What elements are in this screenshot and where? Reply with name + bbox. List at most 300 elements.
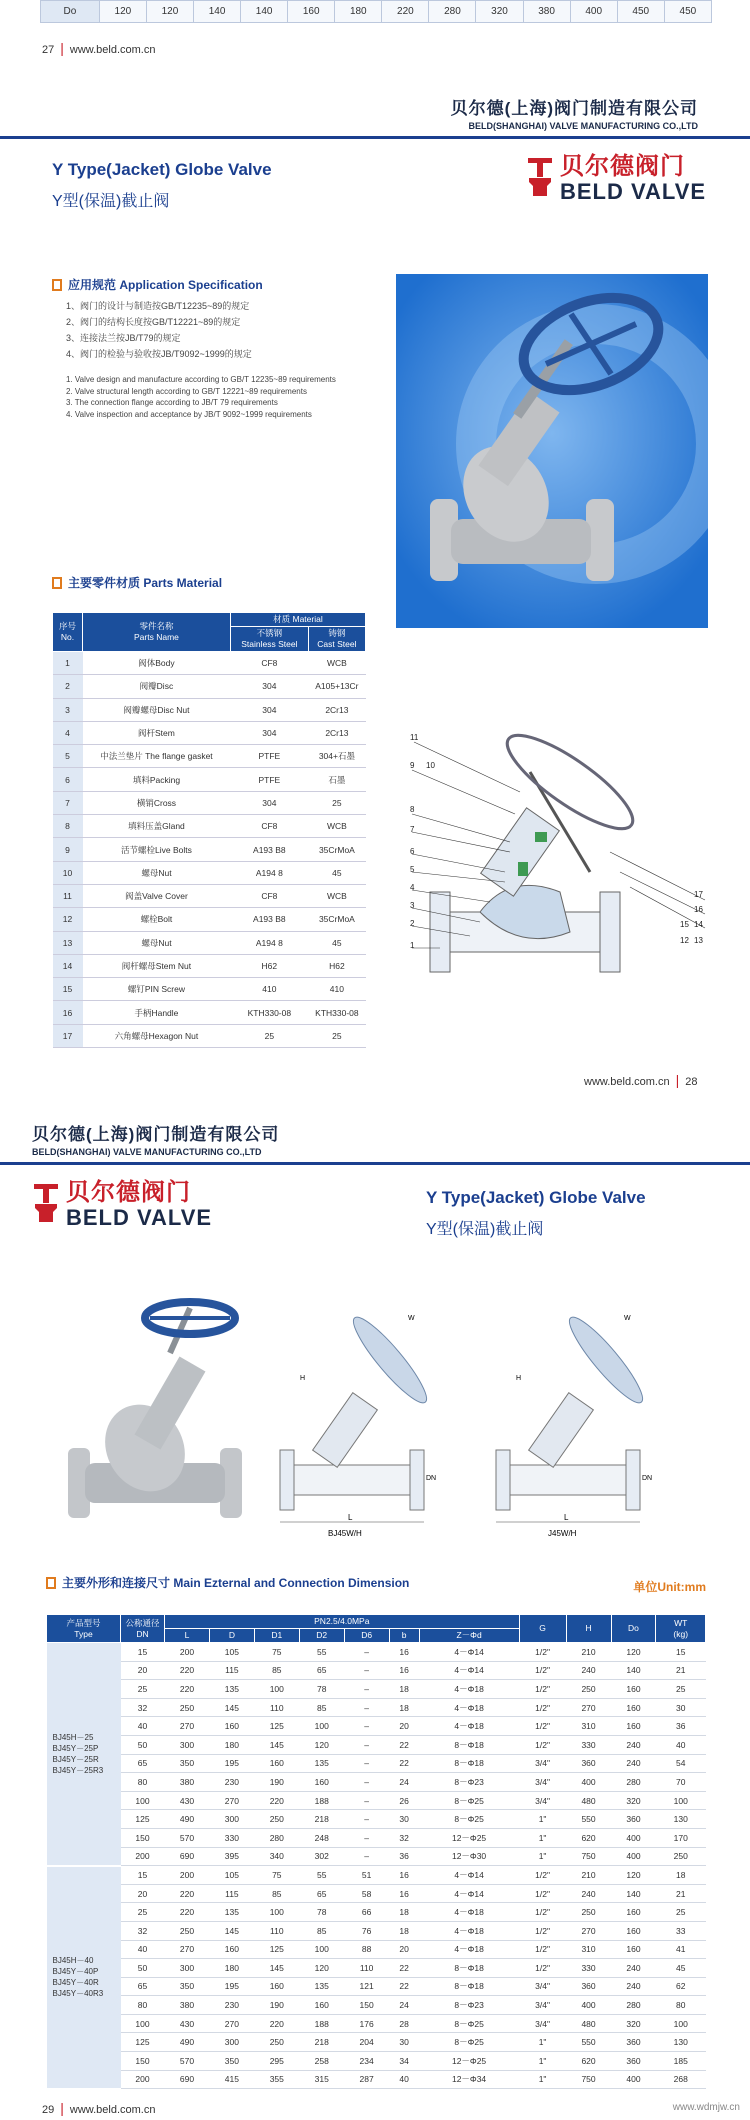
dims-cell: 120 — [299, 1959, 344, 1978]
dims-cell: 32 — [389, 1828, 419, 1847]
dims-cell: 380 — [165, 1773, 210, 1792]
dims-cell: 160 — [209, 1717, 254, 1736]
dims-cell: 145 — [254, 1959, 299, 1978]
dims-cell: 85 — [299, 1698, 344, 1717]
dims-cell: 360 — [611, 2033, 656, 2052]
dims-row — [47, 2052, 706, 2071]
dim-h: H — [516, 1375, 522, 1382]
dims-cell: 80 — [121, 1773, 165, 1792]
dims-cell: 20 — [121, 1661, 165, 1680]
parts-cell: 石墨 — [308, 768, 365, 791]
dims-cell: 340 — [254, 1847, 299, 1866]
dims-cell: 20 — [389, 1717, 419, 1736]
product-photo-2 — [60, 1298, 260, 1538]
dims-cell: – — [344, 1810, 389, 1829]
dims-row — [47, 1940, 706, 1959]
valve-logo-icon — [526, 156, 554, 202]
parts-cell: 中法兰垫片 The flange gasket — [83, 745, 231, 768]
dims-cell: 40 — [656, 1735, 706, 1754]
dims-cell: 320 — [611, 1791, 656, 1810]
dims-cell: 22 — [389, 1959, 419, 1978]
company-header-2 — [32, 1120, 279, 1157]
dims-cell: 258 — [299, 2052, 344, 2071]
dims-cell: 85 — [299, 1921, 344, 1940]
callout-5: 5 — [410, 865, 415, 874]
dims-cell: 204 — [344, 2033, 389, 2052]
callout-14: 14 — [694, 920, 703, 929]
dims-cell: 200 — [121, 2070, 165, 2089]
dims-cell: 250 — [656, 1847, 706, 1866]
dims-cell: 1" — [519, 1828, 566, 1847]
parts-cell: WCB — [308, 815, 365, 838]
dims-cell: 270 — [209, 1791, 254, 1810]
dims-cell: 120 — [611, 1643, 656, 1662]
dims-cell: 220 — [165, 1680, 210, 1699]
watermark: www.wdmjw.cn — [672, 2102, 740, 2113]
dims-cell: 230 — [209, 1773, 254, 1792]
dims-cell: 180 — [209, 1735, 254, 1754]
parts-cell: A193 B8 — [230, 838, 308, 861]
dims-cell: 22 — [389, 1977, 419, 1996]
dims-cell: 750 — [566, 2070, 611, 2089]
dims-cell: 100 — [299, 1940, 344, 1959]
dims-cell: 550 — [566, 1810, 611, 1829]
footer-url: www.beld.com.cn — [584, 1076, 670, 1088]
dims-cell: 3/4" — [519, 1791, 566, 1810]
dims-cell: 8－Φ18 — [419, 1735, 519, 1754]
dims-cell: 200 — [165, 1866, 210, 1885]
dims-row — [47, 1754, 706, 1773]
dims-cell: 40 — [389, 2070, 419, 2089]
parts-cell: 35CrMoA — [308, 838, 365, 861]
dims-cell: 4－Φ14 — [419, 1884, 519, 1903]
dims-row — [47, 1903, 706, 1922]
dims-cell: 1" — [519, 2052, 566, 2071]
dims-cell: 80 — [121, 1996, 165, 2015]
dims-cell: 220 — [254, 2014, 299, 2033]
dims-cell: 250 — [254, 1810, 299, 1829]
callout-16: 16 — [694, 905, 703, 914]
dims-cell: 240 — [611, 1735, 656, 1754]
dims-cell: 140 — [611, 1661, 656, 1680]
dims-row — [47, 1866, 706, 1885]
parts-cell: CF8 — [230, 652, 308, 675]
dims-cell: 415 — [209, 2070, 254, 2089]
dims-cell: 24 — [389, 1996, 419, 2015]
dims-cell: 110 — [254, 1921, 299, 1940]
company-name-cn: 贝尔德(上海)阀门制造有限公司 — [450, 99, 698, 118]
dims-cell: 110 — [344, 1959, 389, 1978]
dims-cell: 287 — [344, 2070, 389, 2089]
parts-cell: H62 — [230, 954, 308, 977]
dims-cell: 15 — [656, 1643, 706, 1662]
spec-section-title: 应用规范 Application Specification — [52, 276, 263, 293]
parts-cell: 25 — [308, 1024, 365, 1047]
parts-row — [53, 1001, 366, 1024]
dims-cell: 51 — [344, 1866, 389, 1885]
callout-7: 7 — [410, 825, 415, 834]
dims-cell: 28 — [389, 2014, 419, 2033]
dims-cell: 210 — [566, 1866, 611, 1885]
dims-cell: 280 — [611, 1996, 656, 2015]
dims-cell: 750 — [566, 1847, 611, 1866]
parts-cell: 螺母Nut — [83, 931, 231, 954]
dims-row — [47, 1643, 706, 1662]
col-g: G — [519, 1615, 566, 1643]
dims-cell: 34 — [389, 2052, 419, 2071]
page-number: 29 — [42, 2104, 55, 2116]
callout-8: 8 — [410, 805, 415, 814]
dims-cell: 230 — [209, 1996, 254, 2015]
dims-cell: 25 — [121, 1680, 165, 1699]
parts-row — [53, 908, 366, 931]
parts-cell: H62 — [308, 954, 365, 977]
parts-cell: 35CrMoA — [308, 908, 365, 931]
dims-cell: 130 — [656, 2033, 706, 2052]
dims-cell: 160 — [611, 1680, 656, 1699]
dims-cell: 36 — [656, 1717, 706, 1736]
dims-cell: 188 — [299, 2014, 344, 2033]
dims-cell: 395 — [209, 1847, 254, 1866]
dims-cell: 170 — [656, 1828, 706, 1847]
dims-cell: 1/2" — [519, 1661, 566, 1680]
parts-cell: PTFE — [230, 745, 308, 768]
dims-cell: 125 — [121, 1810, 165, 1829]
dims-cell: 185 — [656, 2052, 706, 2071]
dims-cell: 490 — [165, 2033, 210, 2052]
parts-cell: 1 — [53, 652, 83, 675]
dims-cell: 1" — [519, 1847, 566, 1866]
dims-cell: 65 — [299, 1661, 344, 1680]
drawing-label-2: J45W/H — [548, 1529, 577, 1538]
dims-cell: 100 — [121, 1791, 165, 1810]
dims-cell: 1" — [519, 2033, 566, 2052]
dims-cell: 160 — [611, 1903, 656, 1922]
dims-cell: 110 — [254, 1698, 299, 1717]
dims-cell: 220 — [165, 1661, 210, 1680]
parts-cell: A194 8 — [230, 861, 308, 884]
callout-3: 3 — [410, 901, 415, 910]
dims-cell: 400 — [611, 1847, 656, 1866]
dims-cell: 150 — [344, 1996, 389, 2015]
dims-cell: 315 — [299, 2070, 344, 2089]
dims-cell: – — [344, 1754, 389, 1773]
dims-row — [47, 1847, 706, 1866]
dims-cell: 58 — [344, 1884, 389, 1903]
dims-cell: 1/2" — [519, 1643, 566, 1662]
header-rule — [0, 136, 750, 139]
dims-cell: 8－Φ18 — [419, 1754, 519, 1773]
parts-cell: 304 — [230, 675, 308, 698]
dim-h: H — [300, 1375, 306, 1382]
valve-section-diagram — [410, 722, 710, 992]
dims-cell: 8－Φ25 — [419, 2033, 519, 2052]
dims-cell: 70 — [656, 1773, 706, 1792]
company-name-en: BELD(SHANGHAI) VALVE MANUFACTURING CO.,LTD — [468, 121, 698, 131]
dims-cell: 36 — [389, 1847, 419, 1866]
parts-cell: 304+石墨 — [308, 745, 365, 768]
parts-cell: 410 — [308, 978, 365, 1001]
parts-cell: 阀杆螺母Stem Nut — [83, 954, 231, 977]
dims-row — [47, 1996, 706, 2015]
parts-cell: 25 — [308, 791, 365, 814]
dims-cell: 16 — [389, 1866, 419, 1885]
dims-cell: 30 — [389, 2033, 419, 2052]
parts-cell: KTH330-08 — [230, 1001, 308, 1024]
drawing-bj45 — [270, 1300, 445, 1540]
dims-cell: 240 — [566, 1661, 611, 1680]
col-material: 材质 Material — [230, 613, 365, 627]
parts-cell: 螺钉PIN Screw — [83, 978, 231, 1001]
dims-cell: 40 — [121, 1717, 165, 1736]
dims-cell: 100 — [121, 2014, 165, 2033]
product-title-cn-2: Y型(保温)截止阀 — [426, 1221, 544, 1238]
dims-cell: 3/4" — [519, 1996, 566, 2015]
parts-cell: 304 — [230, 698, 308, 721]
dims-cell: 8－Φ23 — [419, 1996, 519, 2015]
dims-cell: 80 — [656, 1996, 706, 2015]
dims-cell: – — [344, 1698, 389, 1717]
dims-cell: 320 — [611, 2014, 656, 2033]
dims-cell: 180 — [209, 1959, 254, 1978]
parts-cell: 304 — [230, 791, 308, 814]
dims-cell: 360 — [566, 1977, 611, 1996]
dims-cell: 76 — [344, 1921, 389, 1940]
dims-cell: 360 — [611, 2052, 656, 2071]
dims-cell: 115 — [209, 1884, 254, 1903]
drawing-j45 — [486, 1300, 661, 1540]
dims-cell: 550 — [566, 2033, 611, 2052]
dims-cell: 150 — [121, 2052, 165, 2071]
dims-cell: 220 — [165, 1903, 210, 1922]
parts-row — [53, 931, 366, 954]
parts-cell: 5 — [53, 745, 83, 768]
dims-cell: 120 — [611, 1866, 656, 1885]
dims-cell: 41 — [656, 1940, 706, 1959]
dims-cell: 160 — [611, 1698, 656, 1717]
parts-cell: 阀瓣螺母Disc Nut — [83, 698, 231, 721]
dims-cell: 220 — [165, 1884, 210, 1903]
col-no: 序号 No. — [53, 613, 83, 652]
dims-cell: 18 — [389, 1921, 419, 1940]
dims-cell: 400 — [566, 1996, 611, 2015]
dims-cell: 8－Φ25 — [419, 1791, 519, 1810]
dims-cell: 30 — [656, 1698, 706, 1717]
dims-row — [47, 2070, 706, 2089]
parts-cell: 25 — [230, 1024, 308, 1047]
dims-cell: 100 — [656, 1791, 706, 1810]
parts-cell: 14 — [53, 954, 83, 977]
dims-cell: 280 — [254, 1828, 299, 1847]
strip-cell: 450 — [664, 1, 711, 23]
dims-cell: 16 — [389, 1643, 419, 1662]
parts-cell: 13 — [53, 931, 83, 954]
dims-cell: 66 — [344, 1903, 389, 1922]
dims-cell: 270 — [566, 1921, 611, 1940]
parts-cell: 7 — [53, 791, 83, 814]
dims-cell: 1" — [519, 2070, 566, 2089]
parts-row — [53, 768, 366, 791]
dims-cell: 1" — [519, 1810, 566, 1829]
dims-cell: 8－Φ18 — [419, 1959, 519, 1978]
dims-cell: – — [344, 1717, 389, 1736]
spec-list-en: 1. Valve design and manufacture according to GB/T 12235~89 requirements 2. Valve structural length according to GB/T 12221~89 requirements 3. The connection flange according to JB/T 79 requirements 4. Valve inspection and acceptance by JB/T 9092~1999 requirements — [66, 375, 336, 419]
strip-cell: 380 — [523, 1, 570, 23]
callout-12: 12 — [680, 936, 689, 945]
dims-cell: 3/4" — [519, 1773, 566, 1792]
parts-row — [53, 698, 366, 721]
callout-1: 1 — [410, 941, 415, 950]
dims-cell: 310 — [566, 1940, 611, 1959]
dims-cell: 8－Φ23 — [419, 1773, 519, 1792]
callout-4: 4 — [410, 883, 415, 892]
dims-cell: 480 — [566, 2014, 611, 2033]
dims-cell: 25 — [656, 1903, 706, 1922]
dims-cell: 300 — [209, 1810, 254, 1829]
callout-6: 6 — [410, 847, 415, 856]
strip-cell: 450 — [617, 1, 664, 23]
dims-cell: 50 — [121, 1959, 165, 1978]
strip-cell: 160 — [288, 1, 335, 23]
dims-cell: 145 — [254, 1735, 299, 1754]
dims-cell: 54 — [656, 1754, 706, 1773]
dims-cell: 62 — [656, 1977, 706, 1996]
parts-cell: CF8 — [230, 815, 308, 838]
parts-cell: 17 — [53, 1024, 83, 1047]
parts-cell: 410 — [230, 978, 308, 1001]
col-wt: WT (kg) — [656, 1615, 706, 1643]
page-number: 28 — [685, 1076, 698, 1088]
dims-cell: – — [344, 1680, 389, 1699]
dims-cell: 160 — [254, 1977, 299, 1996]
col-stainless: 不锈钢 Stainless Steel — [230, 627, 308, 652]
dims-cell: 18 — [656, 1866, 706, 1885]
dims-cell: 22 — [389, 1754, 419, 1773]
dims-cell: 15 — [121, 1866, 165, 1885]
valve-logo-icon — [32, 1182, 60, 1228]
company-name-cn: 贝尔德(上海)阀门制造有限公司 — [32, 1125, 280, 1144]
top-dimension-strip — [40, 0, 712, 23]
col-dn: 公称通径 DN — [121, 1615, 165, 1643]
dims-row — [47, 1661, 706, 1680]
parts-cell: 螺栓Bolt — [83, 908, 231, 931]
parts-cell: 2Cr13 — [308, 698, 365, 721]
brand-logo — [526, 154, 706, 204]
dims-cell: 350 — [165, 1754, 210, 1773]
dims-cell: 250 — [254, 2033, 299, 2052]
dims-cell: 18 — [389, 1698, 419, 1717]
dims-cell: 160 — [611, 1940, 656, 1959]
dims-cell: 88 — [344, 1940, 389, 1959]
col-cast: 铸钢 Cast Steel — [308, 627, 365, 652]
strip-label: Do — [41, 1, 100, 23]
parts-cell: 填料Packing — [83, 768, 231, 791]
callout-2: 2 — [410, 919, 415, 928]
strip-cell: 400 — [570, 1, 617, 23]
dims-cell: 150 — [121, 1828, 165, 1847]
dims-cell: 302 — [299, 1847, 344, 1866]
dims-cell: 22 — [389, 1735, 419, 1754]
parts-row — [53, 721, 366, 744]
dims-cell: 160 — [254, 1754, 299, 1773]
dims-row — [47, 1959, 706, 1978]
dims-cell: 270 — [165, 1940, 210, 1959]
dims-cell: 330 — [566, 1959, 611, 1978]
dims-cell: 18 — [389, 1903, 419, 1922]
dims-cell: 160 — [299, 1773, 344, 1792]
dims-cell: 1/2" — [519, 1717, 566, 1736]
dims-cell: 75 — [254, 1643, 299, 1662]
parts-row — [53, 815, 366, 838]
dims-cell: 16 — [389, 1884, 419, 1903]
page-28-footer: www.beld.com.cn | 28 — [584, 1072, 698, 1088]
parts-cell: 4 — [53, 721, 83, 744]
footer-url: www.beld.com.cn — [69, 2104, 156, 2116]
parts-cell: 12 — [53, 908, 83, 931]
dims-cell: 105 — [209, 1866, 254, 1885]
product-title-cn: Y型(保温)截止阀 — [52, 193, 170, 210]
dims-cell: 195 — [209, 1754, 254, 1773]
brand-en: BELD VALVE — [560, 179, 707, 204]
dims-cell: 250 — [165, 1698, 210, 1717]
dims-cell: 1/2" — [519, 1940, 566, 1959]
dims-cell: 220 — [254, 1791, 299, 1810]
dims-cell: 300 — [165, 1735, 210, 1754]
dims-cell: 350 — [165, 1977, 210, 1996]
dims-row — [47, 1698, 706, 1717]
page-29-footer: 29 | www.beld.com.cn — [42, 2100, 156, 2116]
dims-cell: 4－Φ18 — [419, 1698, 519, 1717]
col-type: 产品型号 Type — [47, 1615, 121, 1643]
callout-10: 10 — [426, 761, 435, 770]
dims-cell: 1/2" — [519, 1680, 566, 1699]
parts-section-title: 主要零件材质 Parts Material — [52, 574, 222, 591]
dims-cell: 400 — [566, 1773, 611, 1792]
strip-cell: 220 — [382, 1, 429, 23]
parts-cell: 六角螺母Hexagon Nut — [83, 1024, 231, 1047]
dims-cell: 130 — [656, 1810, 706, 1829]
dims-cell: 430 — [165, 2014, 210, 2033]
dims-cell: 26 — [389, 1791, 419, 1810]
dims-cell: 135 — [209, 1680, 254, 1699]
parts-cell: 10 — [53, 861, 83, 884]
strip-cell: 140 — [194, 1, 241, 23]
dims-cell: 300 — [209, 2033, 254, 2052]
dims-cell: 1/2" — [519, 1921, 566, 1940]
dims-row — [47, 1828, 706, 1847]
dims-cell: 75 — [254, 1866, 299, 1885]
dims-cell: 145 — [209, 1698, 254, 1717]
parts-cell: PTFE — [230, 768, 308, 791]
dims-row — [47, 1921, 706, 1940]
page-27-footer: 27 | www.beld.com.cn — [42, 40, 156, 56]
dims-cell: 480 — [566, 1791, 611, 1810]
callout-17: 17 — [694, 890, 703, 899]
dims-cell: 135 — [299, 1977, 344, 1996]
dims-cell: 120 — [299, 1735, 344, 1754]
dims-cell: 330 — [209, 1828, 254, 1847]
dims-cell: 4－Φ18 — [419, 1921, 519, 1940]
dims-cell: – — [344, 1828, 389, 1847]
parts-row — [53, 745, 366, 768]
dims-cell: 270 — [566, 1698, 611, 1717]
parts-cell: 阀盖Valve Cover — [83, 884, 231, 907]
dims-cell: 350 — [209, 2052, 254, 2071]
col-do: Do — [611, 1615, 656, 1643]
dims-cell: 240 — [611, 1754, 656, 1773]
dims-cell: 3/4" — [519, 1977, 566, 1996]
dims-cell: 240 — [611, 1977, 656, 1996]
